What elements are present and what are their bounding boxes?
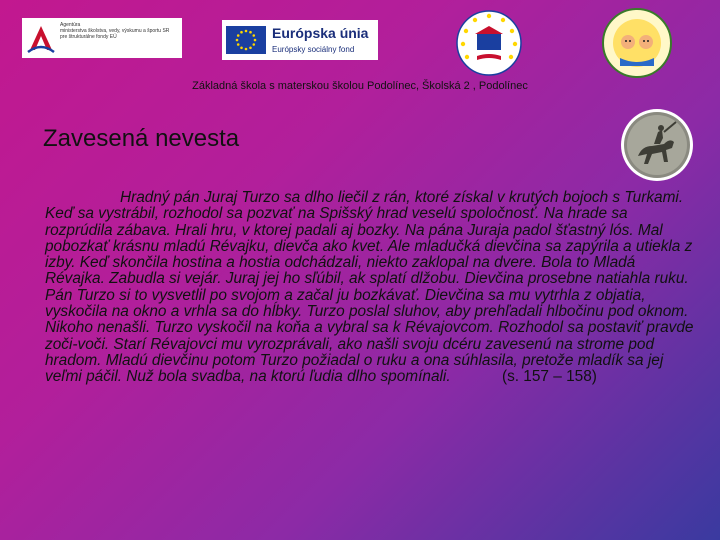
agency-mark-icon — [26, 22, 56, 54]
agency-line: pre štrukturálne fondy EÚ — [60, 34, 117, 41]
page-citation: (s. 157 – 158) — [501, 368, 597, 386]
agency-line: Agentúra — [60, 22, 81, 28]
agency-text — [60, 22, 178, 41]
school-name: Základná škola s materskou školou Podolínec, Školská 2 , Podolínec — [192, 80, 528, 92]
school-kids-logo — [600, 8, 674, 78]
story-body: Hradný pán Juraj Turzo sa dlho liečil z rán, ktoré získal v krutých bojoch s Turkami. Keď sa vystrábil, rozhodol sa pozvať na Spišský hrad veselú spoločnosť. Na hrade sa rozprúdila zábava. Hrali hru, v ktorej padali aj bozky. Na pána Juraja padol šťastný lós. Mal pobozkať krásnu mladú Révajku, dievča ako kvet. Ale mladučká dievčina sa zapýrila a utiekla z izby. Keď skončila hostina a hostia odchádzali, niekto zaklopal na dvere. Bola to Mladá Révajka. Zabudla si vejár. Juraj jej ho sľúbil, ak splatí dlžobu. Dievčina prosebne natiahla ruku. Pán Turzo si to vysvetlil po svojom a začal ju bozkávať. Dievčina sa mu vytrhla z objatia, vyskočila na okno a vrhla sa do hĺbky. Turzo poslal sluhov, aby prehľadali hlbočinu pod oknom. Nikoho nenašli. Turzo vyskočil na koňa a vybral sa k Révajovcom. Rozhodol sa postaviť pravde zoči-voči. Starí Révajovci mu vyrozprávali, ako našli svoju dcéru zavesenú na strome pod hradom. Mladú dievčinu potom Turzo požiadal o ruku a ona súhlasila, pretože mladík sa jej veľmi páčil. Nuž bola svadba, na ktorú ľudia dlho spomínali. — [45, 189, 694, 386]
eu-title: Európska únia — [272, 25, 369, 41]
agency-line: ministerstva školstva, vedy, výskumu a športu SR — [60, 28, 170, 35]
eu-flag-icon — [226, 26, 266, 54]
story-text — [45, 190, 695, 386]
coin-horseman-icon — [620, 108, 694, 182]
page-title: Zavesená nevesta — [43, 125, 240, 152]
school-seal-logo — [455, 8, 523, 78]
eu-subtitle: Európsky sociálny fond — [272, 45, 355, 54]
agency-logo — [22, 18, 182, 58]
eu-logo — [222, 20, 378, 60]
